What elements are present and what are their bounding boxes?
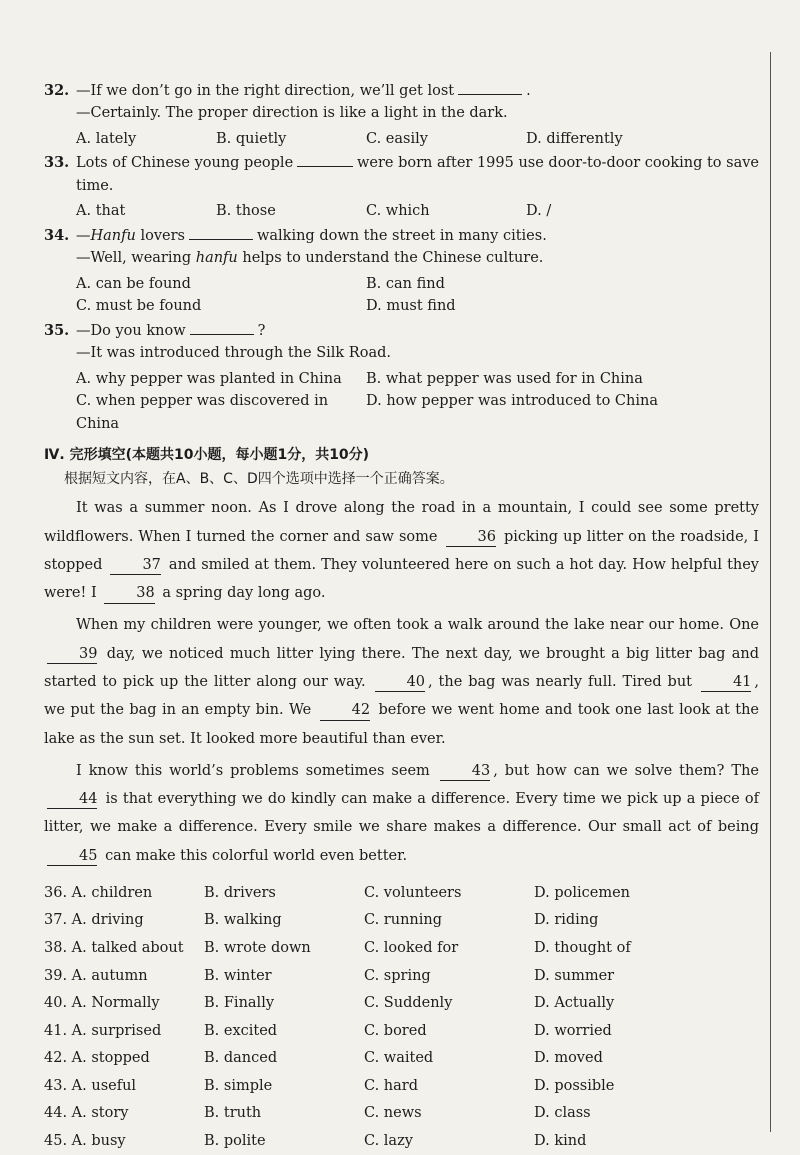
answer-blank — [189, 225, 253, 240]
section-instruction: 根据短文内容，在A、B、C、D四个选项中选择一个正确答案。 — [64, 470, 454, 487]
section-heading: Ⅳ. 完形填空(本题共10小题，每小题1分，共10分) — [44, 447, 370, 464]
answer-blank — [458, 80, 522, 95]
question-number: 32. — [44, 82, 70, 99]
option-a: A. can be found — [76, 275, 191, 292]
answer-blank — [190, 320, 254, 335]
option-b: B. what pepper was used for in China — [366, 370, 643, 387]
option-row: 38. A. talked about B. wrote down C. looked for D. thought of — [44, 939, 631, 956]
question-stem: —If we don’t go in the right direction, we’ll get lost — [76, 83, 455, 99]
question-stem-end: . — [526, 83, 531, 99]
option-row: 37. A. driving B. walking C. running D. riding — [44, 912, 599, 929]
question-number: 35. — [44, 321, 70, 339]
option-a: A. why pepper was planted in China — [76, 370, 342, 387]
blank-42: 42 — [320, 702, 370, 720]
option-b: B. quietly — [216, 130, 287, 147]
blank-41: 41 — [701, 674, 751, 692]
options — [44, 200, 759, 222]
option-row: 39. A. autumn B. winter C. spring D. summer — [44, 967, 615, 984]
exam-page — [44, 78, 759, 1155]
blank-36: 36 — [446, 529, 496, 547]
question-stem-continued: time. — [76, 177, 114, 194]
question-stem-end: walking down the street in many cities. — [256, 227, 547, 244]
option-row: 40. A. Normally B. Finally C. Suddenly D. Actually — [44, 995, 615, 1012]
option-a: A. that — [76, 203, 126, 220]
option-row: 36. A. children B. drivers C. volunteers D. policemen — [44, 884, 630, 901]
passage-paragraph-2: When my children were younger, we often took a walk around the lake near our home. One 39 day, we noticed much litter lying there. The next day, we brought a big litter bag and started to pick up the litter along our way. 40 , the bag was nearly full. Tired but 41 , we put the bag in an empty bin. We 42 before we went home and took one last look at the lake as the sun set. It looked more beautiful than ever. — [44, 617, 760, 747]
option-d: D. how pepper was introduced to China — [366, 393, 658, 410]
option-b: B. those — [216, 203, 276, 220]
option-c: C. which — [366, 203, 430, 220]
cloze-options-table — [44, 880, 759, 1155]
option-d: D. must find — [366, 298, 456, 315]
question-response: —Certainly. The proper direction is like a light in the dark. — [76, 105, 508, 122]
question-33 — [44, 152, 759, 222]
question-stem-end: ? — [257, 322, 266, 339]
blank-39: 39 — [47, 646, 97, 664]
question-response: —Well, wearing hanfu helps to understand the Chinese culture. — [76, 250, 544, 267]
question-number: 34. — [44, 226, 70, 244]
italic-term: hanfu — [195, 250, 238, 267]
blank-45: 45 — [47, 848, 97, 866]
option-c: C. when pepper was discovered in China — [76, 393, 329, 432]
answer-blank — [297, 152, 353, 167]
blank-40: 40 — [375, 674, 425, 692]
blank-43: 43 — [440, 763, 490, 781]
page-edge-line — [770, 52, 771, 1132]
option-row: 44. A. story B. truth C. news D. class — [44, 1105, 591, 1122]
option-row: 43. A. useful B. simple C. hard D. possible — [44, 1077, 615, 1094]
question-stem: Lots of Chinese young people — [76, 155, 294, 172]
option-b: B. can find — [366, 275, 445, 292]
option-a: A. lately — [76, 130, 137, 147]
question-stem-end: were born after 1995 use door-to-door cooking to save — [356, 155, 759, 172]
passage-paragraph-1: It was a summer noon. As I drove along the road in a mountain, I could see some pretty wildflowers. When I turned the corner and saw some 36 picking up litter on the roadside, I stopped 37 and smiled at them. They volunteered here on such a hot day. How helpful they were! I 38 a spring day long ago. — [44, 494, 759, 607]
option-row: 42. A. stopped B. danced C. waited D. moved — [44, 1050, 603, 1067]
question-stem: —Do you know — [76, 322, 186, 339]
options — [44, 273, 759, 318]
italic-term: Hanfu — [90, 227, 136, 244]
blank-38: 38 — [104, 585, 154, 603]
options — [44, 368, 759, 435]
question-number: 33. — [44, 154, 70, 172]
passage-paragraph-3: I know this world’s problems sometimes seem 43 , but how can we solve them? The 44 is that everything we do kindly can make a difference. Every time we pick up a piece of litter, we make a difference. Every smile we share makes a difference. Our small act of being 45 can make this colorful world even better. — [44, 757, 759, 870]
option-c: C. must be found — [76, 298, 202, 315]
question-stem: lovers — [140, 227, 185, 244]
question-32 — [44, 80, 759, 150]
blank-44: 44 — [47, 791, 97, 809]
options — [44, 128, 759, 150]
question-34: 34. —Hanfu lovers walking down the street in many cities. —Well, wearing hanfu helps to understand the Chinese culture. A. can be found B. can find C. must be found D. must find — [44, 225, 759, 318]
question-response: —It was introduced through the Silk Road. — [76, 345, 391, 362]
option-c: C. easily — [366, 130, 428, 147]
option-row: 45. A. busy B. polite C. lazy D. kind — [44, 1132, 587, 1149]
option-row: 41. A. surprised B. excited C. bored D. worried — [44, 1022, 612, 1039]
option-d: D. differently — [526, 130, 623, 147]
option-d: D. / — [526, 203, 552, 220]
question-35 — [44, 320, 759, 435]
blank-37: 37 — [110, 557, 160, 575]
